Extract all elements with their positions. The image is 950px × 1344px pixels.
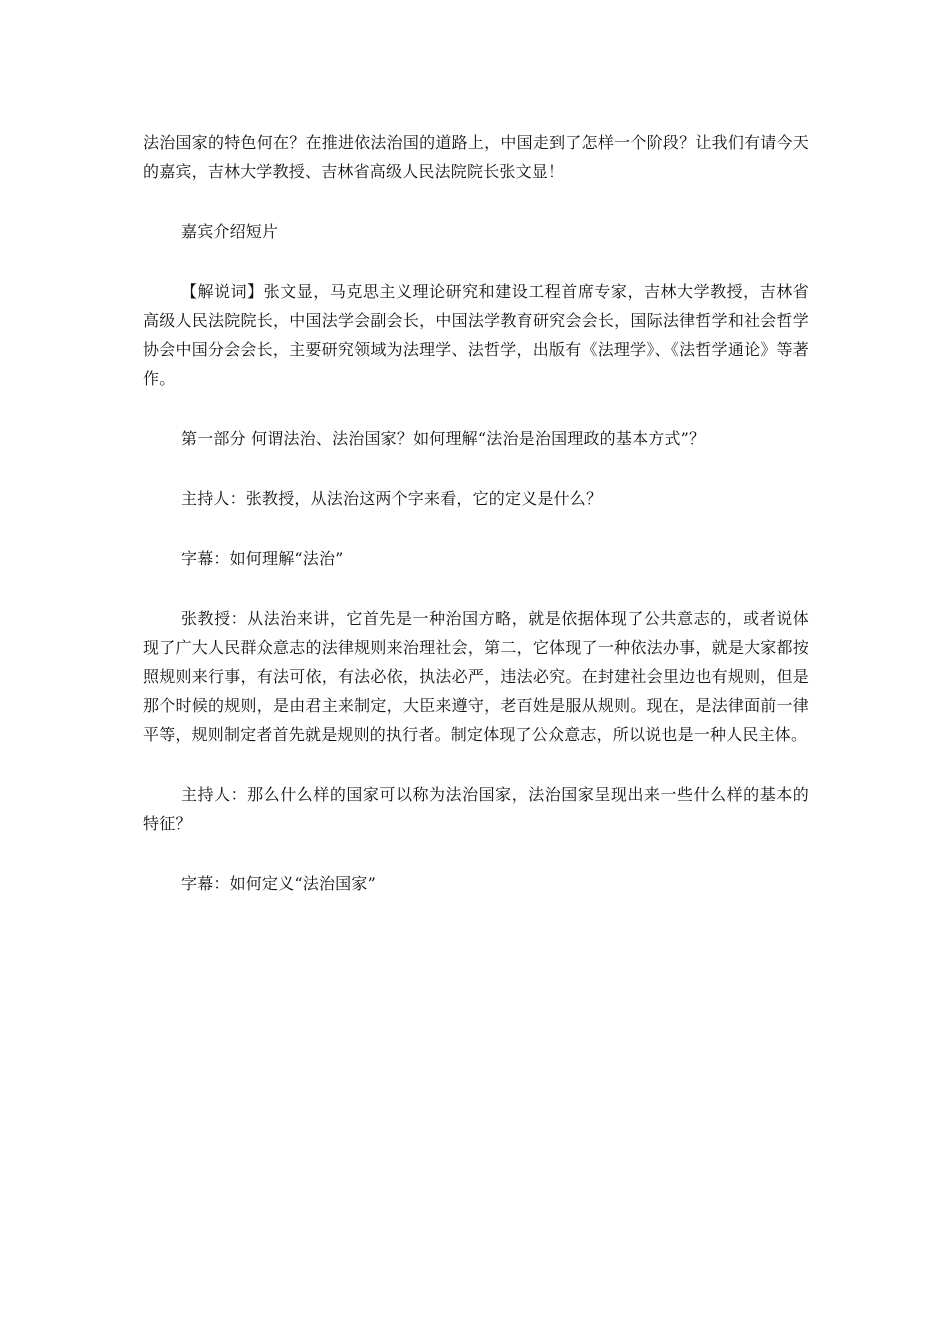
host-question-2: 主持人：那么什么样的国家可以称为法治国家，法治国家呈现出来一些什么样的基本的特征？ xyxy=(143,785,809,833)
host-question-1: 主持人：张教授，从法治这两个字来看，它的定义是什么？ xyxy=(181,489,603,508)
narration-paragraph: 【解说词】张文显，马克思主义理论研究和建设工程首席专家，吉林大学教授，吉林省高级人民法院院长，中国法学会副会长，中国法学教育研究会会长，国际法律哲学和社会哲学协会中国分会会长，主要研究领域为法理学、法哲学，出版有《法理学》、《法哲学通论》等著作。 xyxy=(143,282,809,388)
guest-video-label: 嘉宾介绍短片 xyxy=(181,222,279,241)
document-page xyxy=(143,128,809,898)
professor-answer-1: 张教授：从法治来讲，它首先是一种治国方略，就是依据体现了公共意志的，或者说体现了广大人民群众意志的法律规则来治理社会，第二，它体现了一种依法办事，就是大家都按照规则来行事，有法可依，有法必依，执法必严，违法必究。在封建社会里边也有规则，但是那个时候的规则，是由君主来制定，大臣来遵守，老百姓是服从规则。现在，是法律面前一律平等，规则制定者首先就是规则的执行者。制定体现了公众意志，所以说也是一种人民主体。 xyxy=(143,609,809,744)
caption-2: 字幕：如何定义“法治国家” xyxy=(181,874,376,893)
intro-paragraph: 法治国家的特色何在？在推进依法治国的道路上，中国走到了怎样一个阶段？让我们有请今天的嘉宾，吉林大学教授、吉林省高级人民法院院长张文显！ xyxy=(143,133,809,181)
section-heading: 第一部分 何谓法治、法治国家？如何理解“法治是治国理政的基本方式”？ xyxy=(181,429,706,448)
caption-1: 字幕：如何理解“法治” xyxy=(181,549,344,568)
